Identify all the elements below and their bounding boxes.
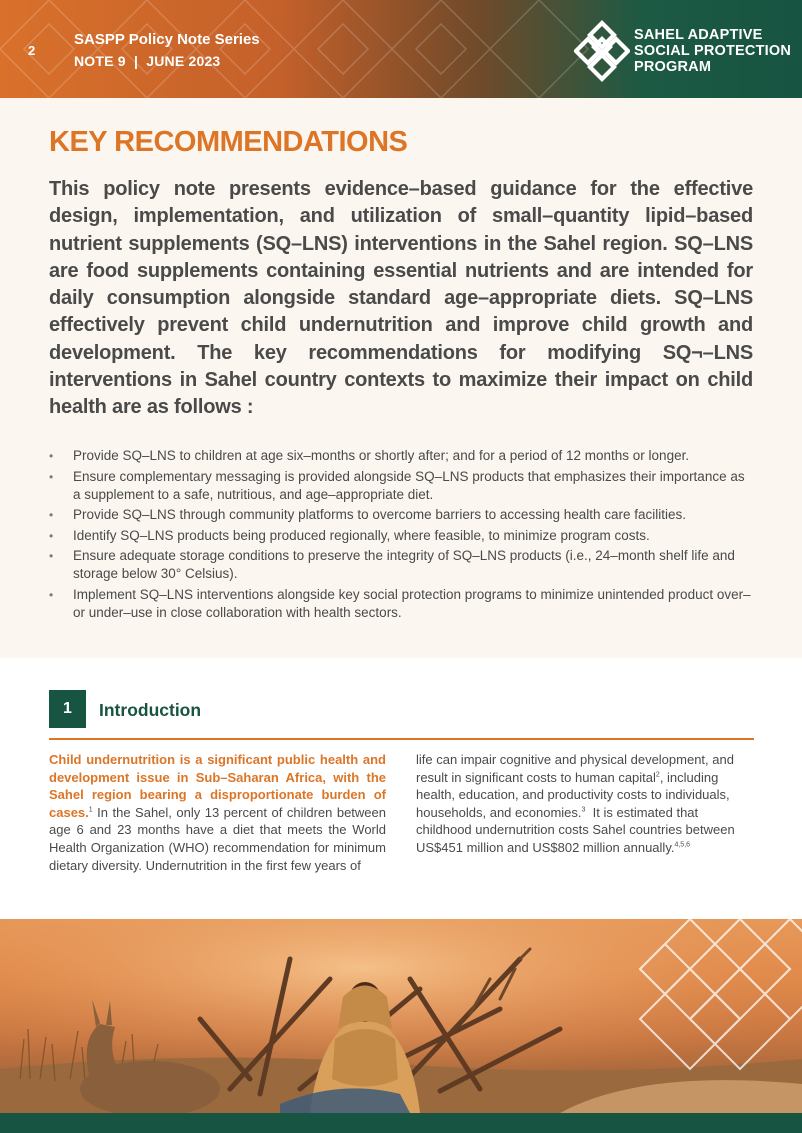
intro-right-body-2: , including health, education, and productivity costs to individuals, households, and economies.: [416, 769, 730, 820]
bullet-icon: •: [49, 528, 54, 543]
recommendations-list: [49, 447, 754, 625]
interlocking-knot-icon: [574, 20, 630, 82]
footnote-ref: 1: [88, 806, 93, 814]
intro-left-body: In the Sahel, only 13 percent of children between age 6 and 23 months have a diet that meets the World Health Organization (WHO) recommendation for minimum dietary diversity. Undernutrition in the first few years of: [49, 804, 386, 873]
bullet-icon: •: [49, 469, 54, 484]
header-band: [0, 0, 802, 98]
intro-lead-sentence: Child undernutrition is a significant public health and development issue in Sub–Saharan Africa, with the Sahel region bearing a disproportionate burden of cases.: [49, 752, 386, 820]
cover-photo: [0, 919, 802, 1113]
bullet-icon: •: [49, 587, 54, 602]
section-number-badge: 1: [49, 690, 86, 728]
footnote-ref: 4,5,6: [674, 841, 691, 849]
list-item-text: Provide SQ–LNS to children at age six–months or shortly after; and for a period of 12 months or longer.: [73, 448, 690, 463]
bullet-icon: •: [49, 508, 54, 523]
list-item-text: Implement SQ–LNS interventions alongside key social protection programs to minimize unintended product over–or under–use in close collaboration with health sectors.: [73, 586, 751, 620]
intro-right-body-3: It is estimated that childhood undernutrition costs Sahel countries between US$451 million and US$802 million annually.: [416, 804, 739, 855]
list-item-text: Ensure adequate storage conditions to preserve the integrity of SQ–LNS products (i.e., 24–month shelf life and storage below 30° Celsius).: [73, 548, 735, 582]
list-item-text: Identify SQ–LNS products being produced regionally, where feasible, to minimize program costs.: [73, 527, 650, 543]
logo-line-1: SAHEL ADAPTIVE: [634, 27, 763, 43]
logo-line-2: SOCIAL PROTECTION: [634, 43, 792, 59]
recommendations-lead: This policy note presents evidence–based guidance for the effective design, implementation, and utilization of small–quantity lipid–based nutrient supplements (SQ–LNS) interventions in the Sahel region. SQ–LNS are food supplements containing essential nutrients and are intended for daily consumption alongside standard age–appropriate diets. SQ–LNS effectively prevent child undernutrition and improve child growth and development. The key recommendations for modifying SQ¬–LNS interventions in Sahel country contexts to maximize their impact on child health are as follows :: [49, 178, 753, 419]
intro-column-left: [49, 751, 386, 874]
list-item: [49, 468, 754, 504]
list-item: [49, 447, 754, 465]
program-logo-text: [634, 27, 791, 75]
list-item: [49, 586, 754, 622]
intro-column-right: [416, 751, 754, 857]
section-heading: Introduction: [99, 700, 202, 720]
list-item: [49, 506, 754, 524]
footer-band: [0, 1113, 802, 1133]
photo-illustration: [0, 919, 802, 1113]
section-divider: [49, 738, 754, 740]
bullet-icon: •: [49, 549, 54, 564]
bullet-icon: •: [49, 449, 54, 463]
series-title: SASPP Policy Note Series: [74, 31, 260, 48]
intro-right-body-1: life can impair cognitive and physical development, and result in significant costs to human capital: [416, 752, 734, 785]
list-item-text: Provide SQ–LNS through community platforms to overcome barriers to accessing health care facilities.: [73, 507, 687, 523]
note-date: NOTE 9 | JUNE 2023: [74, 53, 221, 69]
list-item-text: Ensure complementary messaging is provided alongside SQ–LNS products that emphasizes their importance as a supplement to a safe, nutritious, and age–appropriate diet.: [73, 468, 745, 502]
footnote-ref: 2: [655, 771, 660, 779]
recommendations-title: KEY RECOMMENDATIONS: [49, 126, 408, 158]
page-number: 2: [28, 43, 36, 58]
list-item: [49, 527, 754, 545]
list-item: [49, 547, 754, 583]
logo-line-3: PROGRAM: [634, 59, 712, 75]
footnote-ref: 3: [581, 806, 586, 814]
